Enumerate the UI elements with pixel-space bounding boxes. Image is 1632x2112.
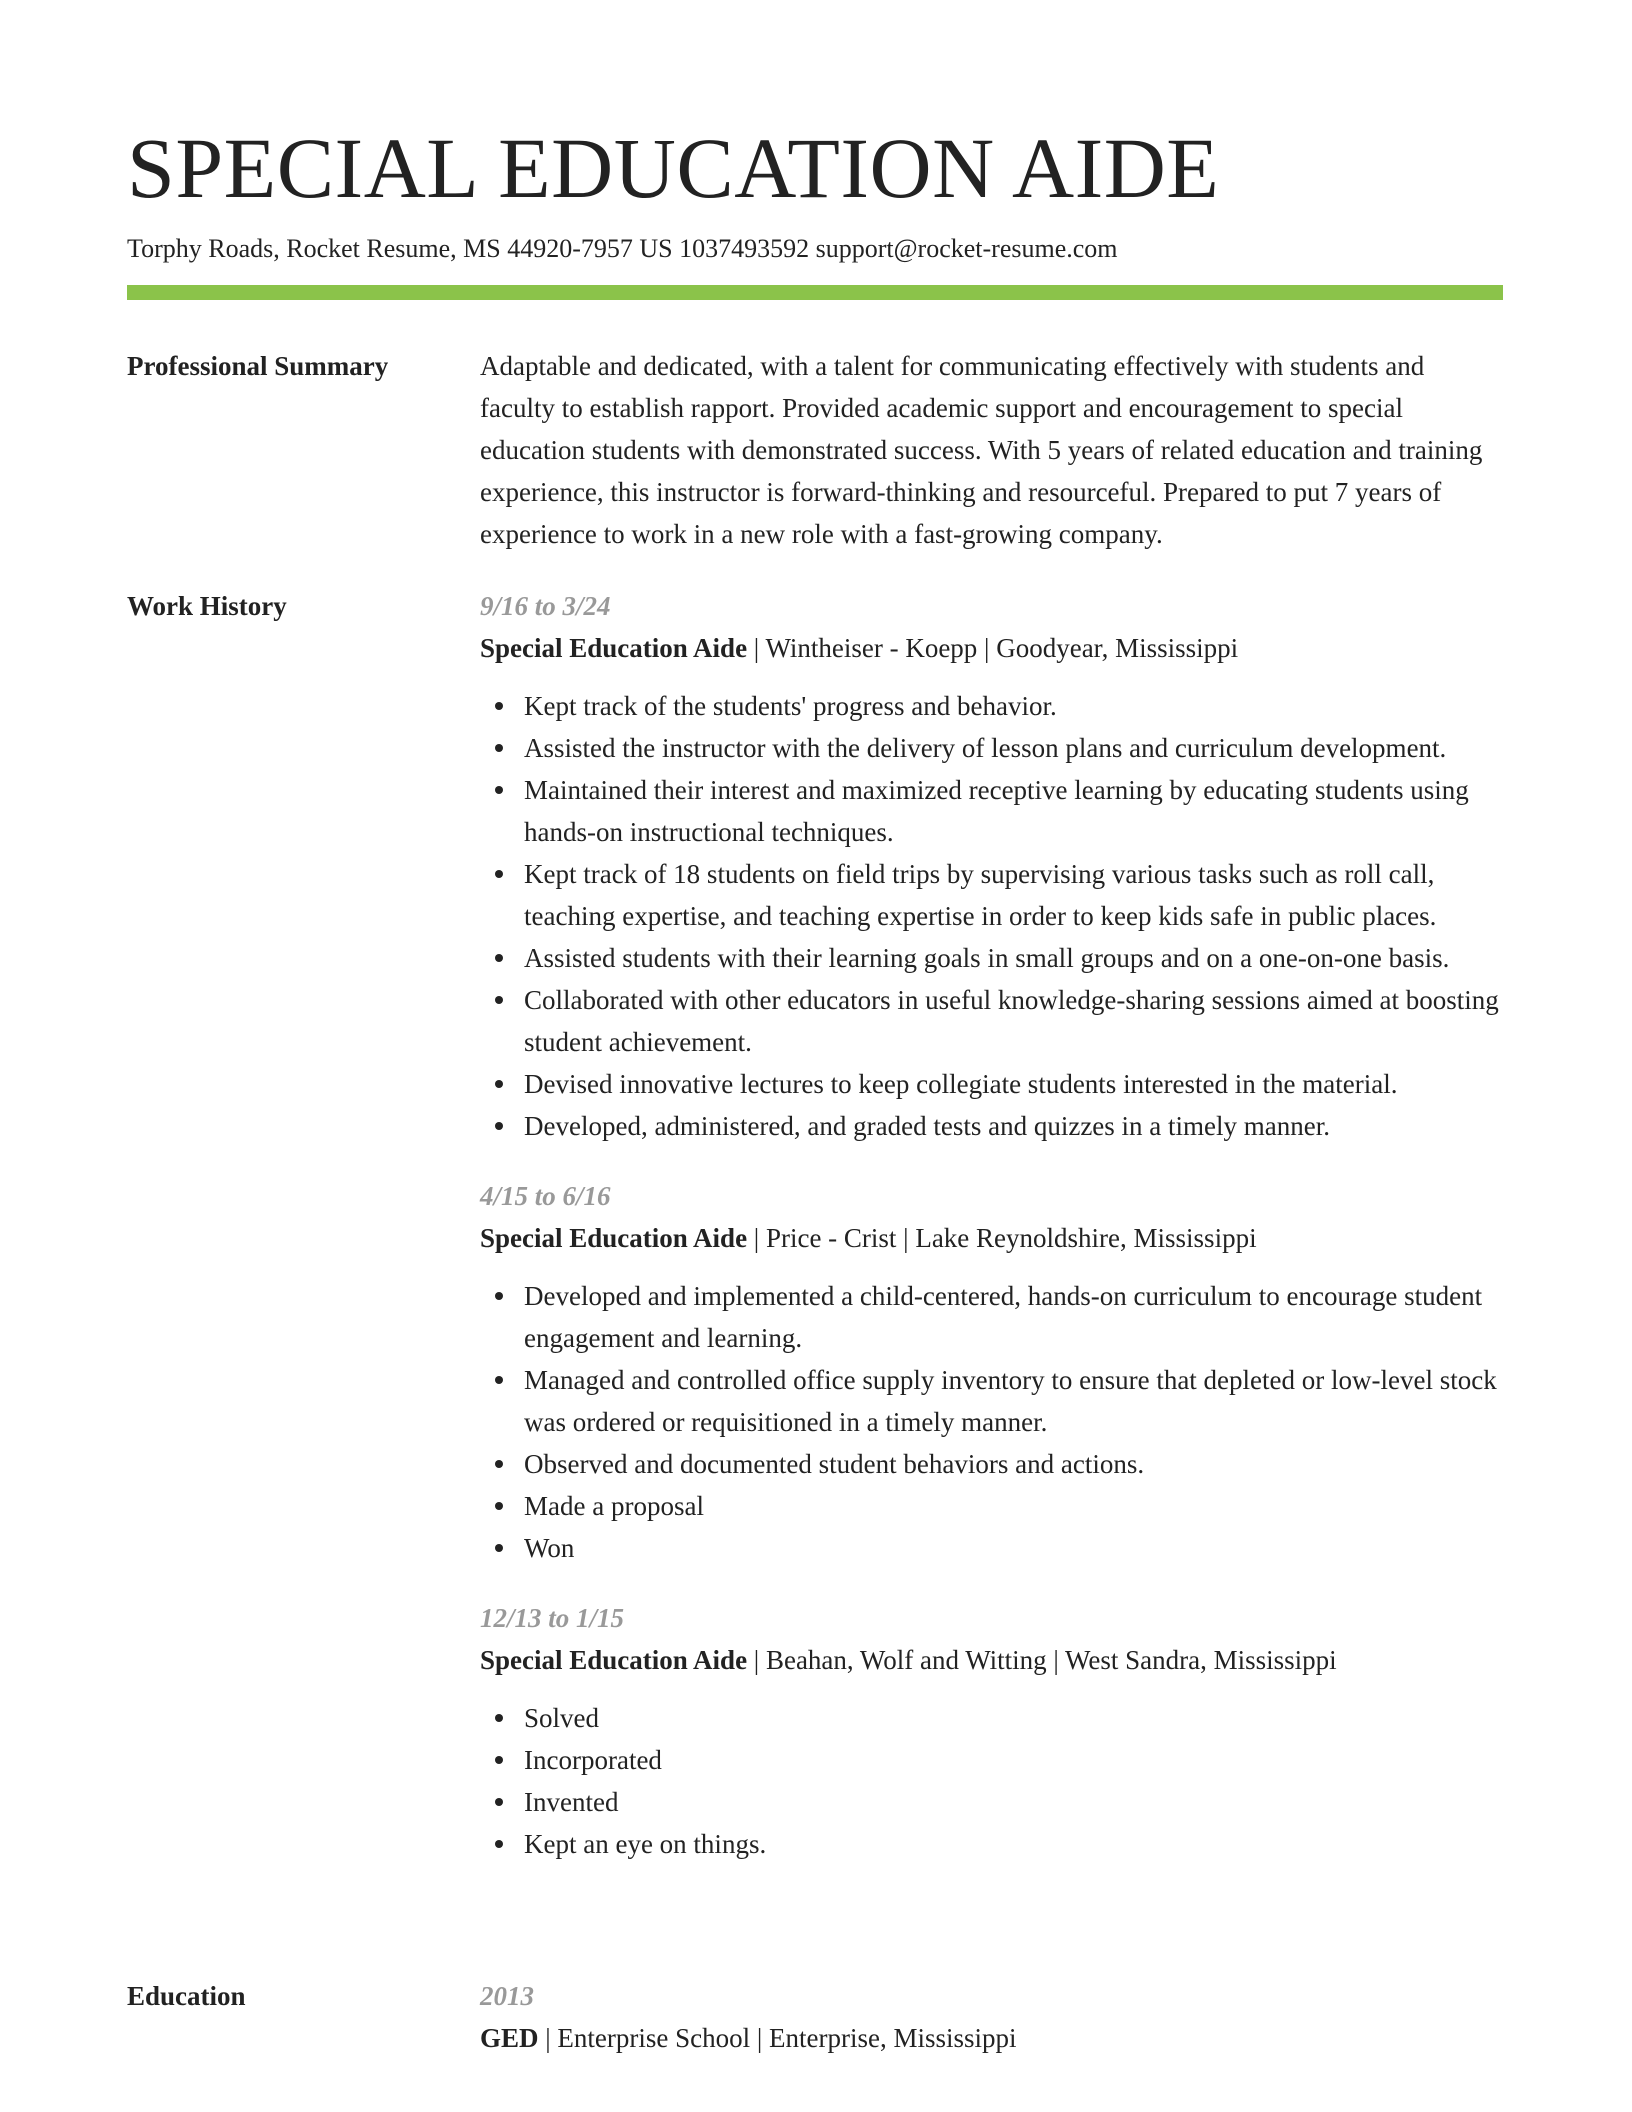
summary-body (480, 345, 1503, 555)
bullet-icon (495, 1376, 503, 1384)
bullet-icon (495, 702, 503, 710)
bullet-text: Kept track of 18 students on field trips by supervising various tasks such as roll call, teaching expertise, and teaching expertise in order to keep kids safe in public places. (524, 859, 1437, 931)
list-item (524, 853, 1503, 937)
bullet-icon (495, 1798, 503, 1806)
bullet-text: Collaborated with other educators in useful knowledge-sharing sessions aimed at boosting student achievement. (524, 985, 1499, 1057)
job-employer-location: | Wintheiser - Koepp | Goodyear, Mississippi (747, 633, 1239, 663)
job-employer-location: | Beahan, Wolf and Witting | West Sandra, Mississippi (747, 1645, 1337, 1675)
bullet-icon (495, 1756, 503, 1764)
list-item (524, 1443, 1503, 1485)
job-bullets (480, 1275, 1503, 1569)
list-item (524, 1359, 1503, 1443)
job-title: Special Education Aide (480, 1223, 748, 1253)
bullet-text: Assisted students with their learning goals in small groups and on a one-on-one basis. (524, 943, 1450, 973)
education-body (480, 1975, 1503, 2059)
bullet-icon (495, 1292, 503, 1300)
education-label: Education (127, 1981, 246, 2011)
bullet-text: Developed, administered, and graded tests and quizzes in a timely manner. (524, 1111, 1330, 1141)
bullet-icon (495, 1544, 503, 1552)
bullet-text: Assisted the instructor with the delivery of lesson plans and curriculum development. (524, 733, 1447, 763)
list-item (524, 1739, 1503, 1781)
bullet-text: Invented (524, 1787, 619, 1817)
bullet-text: Kept an eye on things. (524, 1829, 767, 1859)
bullet-icon (495, 1840, 503, 1848)
bullet-icon (495, 1080, 503, 1088)
resume-header (127, 118, 1503, 266)
bullet-icon (495, 786, 503, 794)
job-dates: 9/16 to 3/24 (480, 591, 611, 621)
work-history-label: Work History (127, 591, 287, 621)
job-title: Special Education Aide (480, 1645, 748, 1675)
accent-divider (127, 285, 1503, 300)
bullet-icon (495, 1122, 503, 1130)
job-entry (480, 1597, 1503, 1865)
bullet-text: Developed and implemented a child-centered, hands-on curriculum to encourage student engagement and learning. (524, 1281, 1483, 1353)
job-dates: 4/15 to 6/16 (480, 1181, 611, 1211)
job-bullets (480, 685, 1503, 1147)
list-item (524, 769, 1503, 853)
resume-name: SPECIAL EDUCATION AIDE (127, 120, 1220, 216)
education-school-location: | Enterprise School | Enterprise, Mississippi (538, 2023, 1017, 2053)
job-heading (480, 1639, 1503, 1681)
list-item (524, 1105, 1503, 1147)
list-item (524, 1823, 1503, 1865)
list-item (524, 1063, 1503, 1105)
list-item (524, 1697, 1503, 1739)
job-dates: 12/13 to 1/15 (480, 1603, 625, 1633)
bullet-icon (495, 1460, 503, 1468)
education-date: 2013 (480, 1981, 534, 2011)
summary-text: Adaptable and dedicated, with a talent for communicating effectively with students and faculty to establish rapport. Provided academic support and encouragement to special education students with demonstrated success. With 5 years of related education and training experience, this instructor is forward-thinking and resourceful. Prepared to put 7 years of experience to work in a new role with a fast-growing company. (480, 351, 1483, 549)
education-degree: GED (480, 2023, 539, 2053)
job-title: Special Education Aide (480, 633, 748, 663)
bullet-icon (495, 954, 503, 962)
list-item (524, 685, 1503, 727)
list-item (524, 1485, 1503, 1527)
bullet-text: Made a proposal (524, 1491, 704, 1521)
bullet-icon (495, 996, 503, 1004)
bullet-text: Devised innovative lectures to keep collegiate students interested in the material. (524, 1069, 1398, 1099)
bullet-icon (495, 870, 503, 878)
bullet-text: Maintained their interest and maximized receptive learning by educating students using hands-on instructional techniques. (524, 775, 1469, 847)
job-bullets (480, 1697, 1503, 1865)
job-entry (480, 585, 1503, 1147)
bullet-text: Observed and documented student behaviors and actions. (524, 1449, 1145, 1479)
list-item (524, 979, 1503, 1063)
bullet-text: Managed and controlled office supply inventory to ensure that depleted or low-level stock was ordered or requisitioned in a timely manner. (524, 1365, 1497, 1437)
bullet-icon (495, 744, 503, 752)
bullet-icon (495, 1714, 503, 1722)
bullet-text: Solved (524, 1703, 600, 1733)
list-item (524, 727, 1503, 769)
bullet-text: Incorporated (524, 1745, 662, 1775)
education-heading (480, 2017, 1503, 2059)
job-employer-location: | Price - Crist | Lake Reynoldshire, Mississippi (747, 1223, 1257, 1253)
list-item (524, 1275, 1503, 1359)
list-item (524, 1527, 1503, 1569)
job-entry (480, 1175, 1503, 1569)
list-item (524, 1781, 1503, 1823)
bullet-text: Won (524, 1533, 575, 1563)
job-heading (480, 1217, 1503, 1259)
work-history-body (480, 585, 1503, 1893)
bullet-icon (495, 1502, 503, 1510)
job-heading (480, 627, 1503, 669)
bullet-text: Kept track of the students' progress and behavior. (524, 691, 1057, 721)
contact-line: Torphy Roads, Rocket Resume, MS 44920-7957 US 1037493592 support@rocket-resume.com (127, 234, 1118, 263)
list-item (524, 937, 1503, 979)
summary-label: Professional Summary (127, 351, 389, 381)
